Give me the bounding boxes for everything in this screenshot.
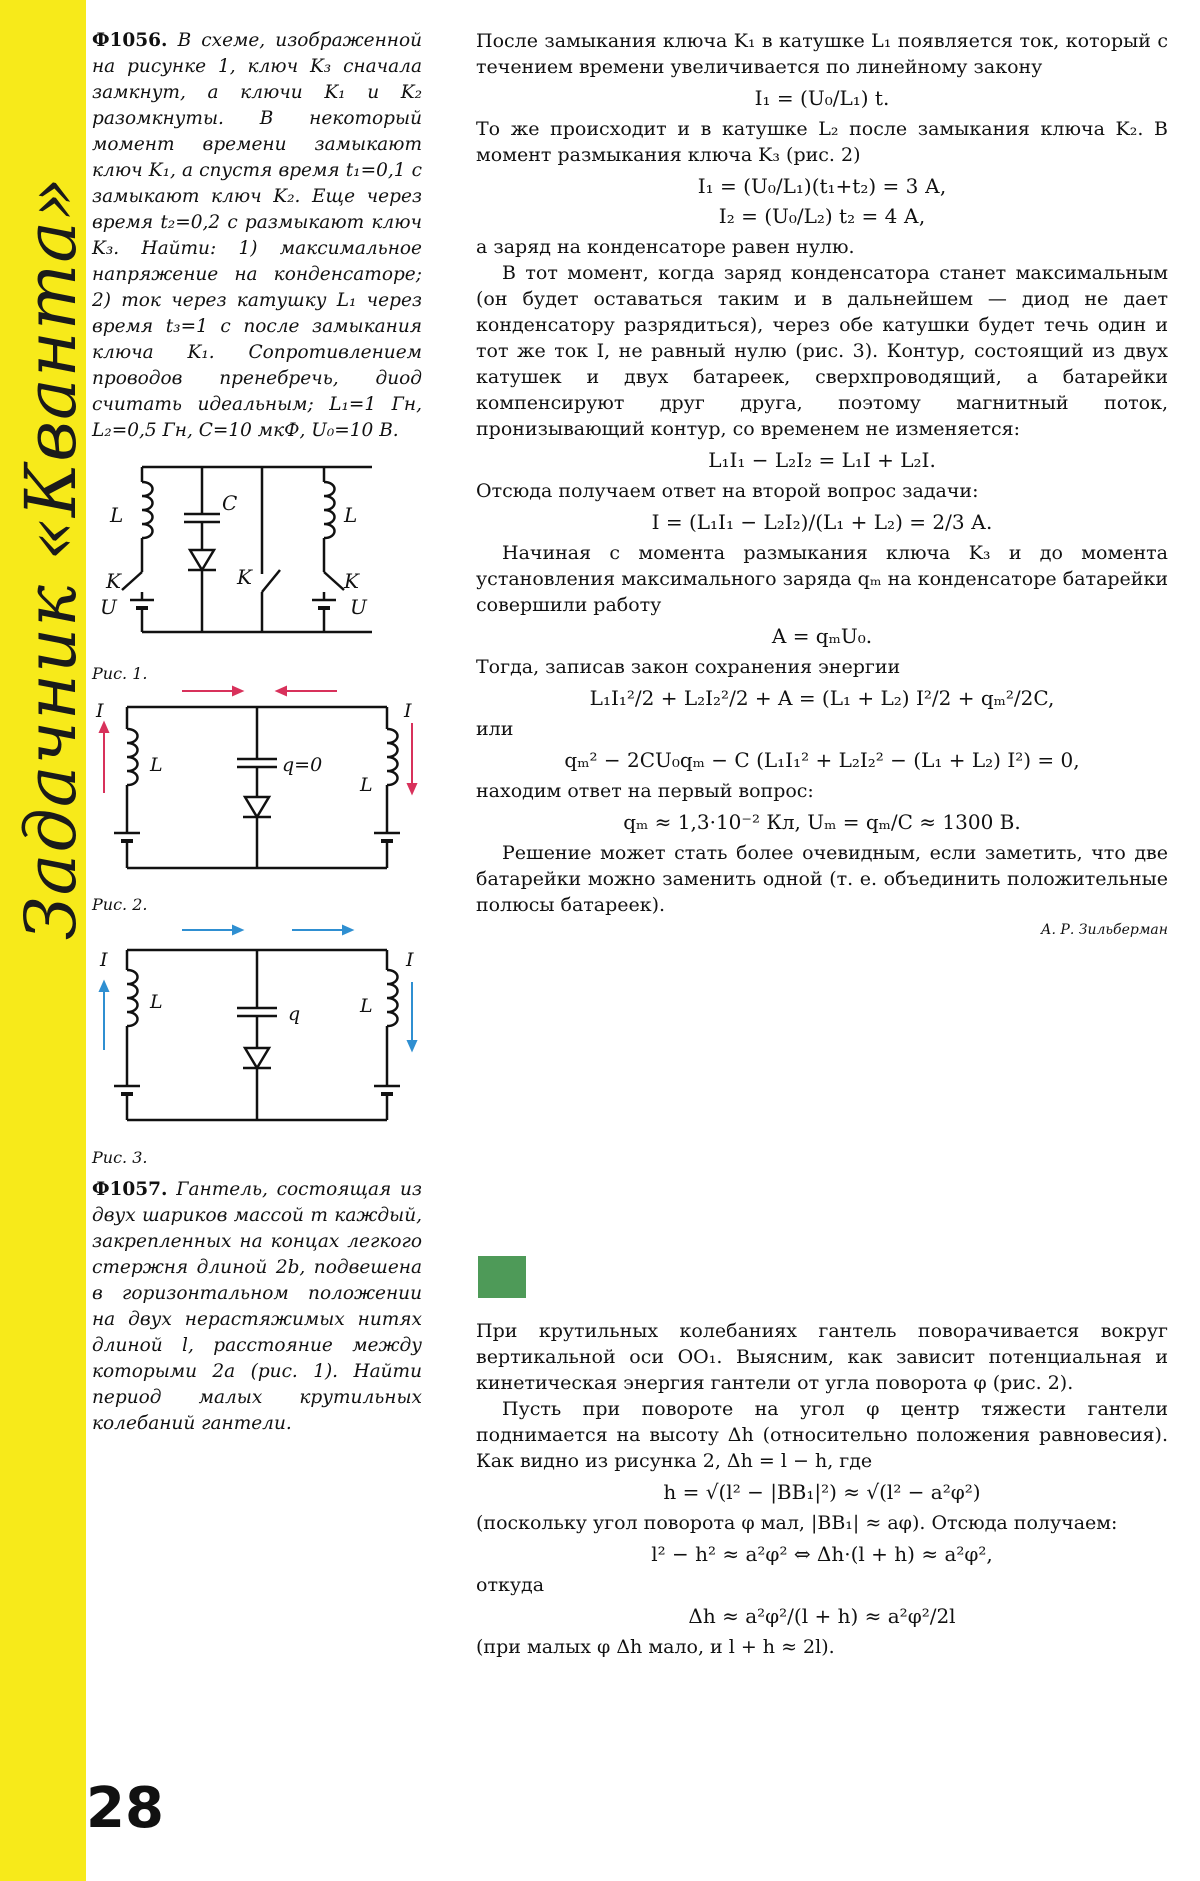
right-column [476, 28, 1168, 938]
fig1-L1-label: L [110, 503, 124, 527]
solution-1056-p6: Начиная с момента размыкания ключа K₃ и до момента установления максимального заряда qₘ на конденсаторе батарейки совершили работу [476, 542, 1168, 616]
solution-1056-p3: а заряд на конденсаторе равен нулю. [476, 236, 855, 258]
problem-1056-label: Ф1056. [92, 30, 168, 51]
fig3-caption: Рис. 3. [92, 1148, 148, 1167]
fig2-q-label: q=0 [282, 754, 323, 776]
fig1-C-label: C [222, 491, 238, 515]
fig2-L2-label: L [360, 774, 373, 796]
formula-work: A = qₘU₀. [771, 624, 873, 648]
solution-1057-p1: При крутильных колебаниях гантель поворачивается вокруг вертикальной оси OO₁. Выясним, как зависит потенциальная и кинетическая энергия гантели от угла поворота φ (рис. 2). [476, 1320, 1168, 1394]
fig2-I2-label: I [404, 700, 412, 722]
formula-h: h = √(l² − |BB₁|²) ≈ √(l² − a²φ²) [663, 1480, 981, 1504]
fig1-L2-label: L [344, 503, 358, 527]
fig2-L1-label: L [150, 754, 163, 776]
fig1-caption: Рис. 1. [92, 664, 148, 683]
solution-1056-p4: В тот момент, когда заряд конденсатора станет максимальным (он будет оставаться таким и в дальнейшем — диод не дает конденсатору разрядиться), через обе катушки будет течь один и тот же ток I, не равный нулю (рис. 3). Контур, состоящий из двух катушек и двух батареек, сверхпроводящий, а батарейки компенсируют друг друга, поэтому магнитный поток, пронизывающий контур, со временем не изменяется: [476, 262, 1168, 440]
figure-1-circuit [92, 452, 422, 662]
right-column-bottom [476, 1318, 1168, 1660]
fig2-I1-label: I [96, 700, 104, 722]
solution-1057-p4: откуда [476, 1574, 545, 1596]
formula-current-answer: I = (L₁I₁ − L₂I₂)/(L₁ + L₂) = 2/3 А. [651, 510, 993, 534]
figure-2-circuit [92, 683, 422, 893]
solution-1056-p5: Отсюда получаем ответ на второй вопрос задачи: [476, 480, 979, 502]
fig2-caption: Рис. 2. [92, 895, 148, 914]
solution-1056-p9: находим ответ на первый вопрос: [476, 780, 814, 802]
fig1-U0-left: U [100, 595, 117, 619]
green-section-marker [478, 1256, 526, 1298]
formula-charge-answer: qₘ ≈ 1,3·10⁻² Кл, Uₘ = qₘ/C ≈ 1300 В. [623, 810, 1021, 834]
solution-1056-p2: То же происходит и в катушке L₂ после замыкания ключа K₂. В момент размыкания ключа K₃ (рис. 2) [476, 118, 1168, 166]
formula-flux: L₁I₁ − L₂I₂ = L₁I + L₂I. [708, 448, 936, 472]
fig3-L1-label: L [150, 991, 163, 1013]
formula-I1-value: I₁ = (U₀/L₁)(t₁+t₂) = 3 А, [697, 174, 947, 198]
problem-1057 [92, 1177, 422, 1437]
formula-l2-h2: l² − h² ≈ a²φ² ⇔ Δh·(l + h) ≈ a²φ², [651, 1542, 993, 1566]
fig3-q-label: q [288, 1003, 301, 1025]
page-number: 28 [86, 1776, 164, 1841]
solution-1057-p5: (при малых φ Δh мало, и l + h ≈ 2l). [476, 1636, 835, 1658]
solution-1056-p10: Решение может стать более очевидным, если заметить, что две батарейки можно заменить одной (т. е. объединить положительные полюсы батареек). [476, 842, 1168, 916]
fig3-L2-label: L [360, 995, 373, 1017]
fig1-U0-right: U [350, 595, 367, 619]
section-title: Задачник «Кванта» [10, 176, 92, 940]
left-column [92, 28, 422, 1437]
solution-1057-p2: Пусть при повороте на угол φ центр тяжести гантели поднимается на высоту Δh (относительно положения равновесия). Как видно из рисунка 2, Δh = l − h, где [476, 1398, 1168, 1472]
solution-1056-author: А. Р. Зильберман [1040, 922, 1168, 938]
formula-I2-value: I₂ = (U₀/L₂) t₂ = 4 А, [718, 204, 926, 228]
fig1-K2-label: K [344, 569, 359, 593]
formula-energy: L₁I₁²/2 + L₂I₂²/2 + A = (L₁ + L₂) I²/2 + qₘ²/2C, [589, 686, 1055, 710]
problem-1056-text: В схеме, изображенной на рисунке 1, ключ K₃ сначала замкнут, а ключи K₁ и K₂ разомкнуты. В некоторый момент времени замыкают ключ K₁, а спустя время t₁=0,1 с замыкают ключ K₂. Еще через время t₂=0,2 с размыкают ключ K₃. Найти: 1) максимальное напряжение на конденсаторе; 2) ток через катушку L₁ через время t₃=1 с после замыкания ключа K₁. Сопротивлением проводов пренебречь, диод считать идеальным; L₁=1 Гн, L₂=0,5 Гн, C=10 мкФ, U₀=10 В. [92, 30, 422, 441]
formula-delta-h: Δh ≈ a²φ²/(l + h) ≈ a²φ²/2l [688, 1604, 956, 1628]
formula-I1-linear: I₁ = (U₀/L₁) t. [754, 86, 890, 110]
problem-1057-text: Гантель, состоящая из двух шариков массой m каждый, закрепленных на концах легкого стержня длиной 2b, подвешена в горизонтальном положении на двух нерастяжимых нитях длиной l, расстояние между которыми 2a (рис. 1). Найти период малых крутильных колебаний гантели. [92, 1179, 422, 1434]
problem-1057-label: Ф1057. [92, 1179, 168, 1200]
fig3-I-right-label: I [406, 949, 414, 971]
figure-3-circuit [92, 920, 422, 1146]
fig1-K3-label: K [237, 565, 252, 589]
fig1-K1-label: K [106, 569, 121, 593]
solution-1056-p1: После замыкания ключа K₁ в катушке L₁ появляется ток, который с течением времени увеличивается по линейному закону [476, 30, 1168, 78]
solution-1056-p8: или [476, 718, 514, 740]
solution-1056-p7: Тогда, записав закон сохранения энергии [476, 656, 901, 678]
formula-quadratic: qₘ² − 2CU₀qₘ − C (L₁I₁² + L₂I₂² − (L₁ + L₂) I²) = 0, [564, 748, 1080, 772]
solution-1057-p3: (поскольку угол поворота φ мал, |BB₁| ≈ aφ). Отсюда получаем: [476, 1512, 1118, 1534]
problem-1056 [92, 28, 422, 444]
fig3-I-left-label: I [100, 949, 108, 971]
